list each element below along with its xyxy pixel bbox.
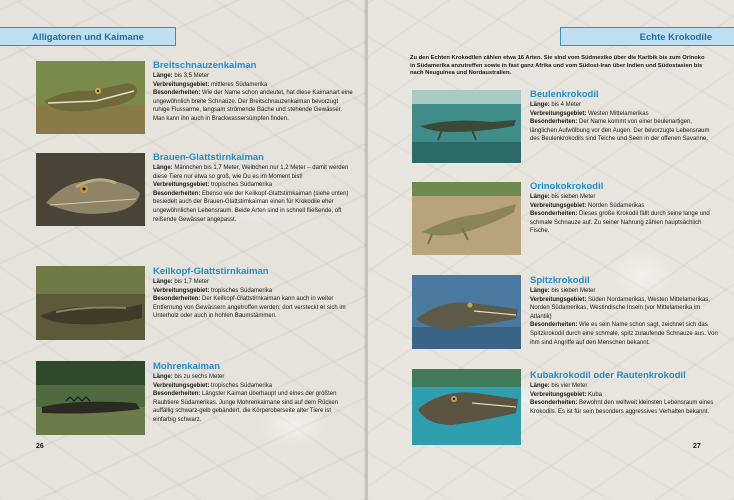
field-label: Verbreitungsgebiet:	[530, 110, 587, 117]
entry-title: Orinokokrokodil	[530, 181, 604, 192]
photo-kubakrokodil	[412, 369, 521, 445]
intro-paragraph: Zu den Echten Krokodilen zählen etwa 16 Arten. Sie sind vom Südmexiko über die Karibik bis zum Orinoko in Südamerika anzutreffen sowie in fast ganz Afrika und vom Südost-Iran über Indien und Südostasien bis nach Neuguinea und Nordaustralien.	[410, 55, 705, 77]
field-label: Länge:	[530, 194, 550, 200]
entry-brauen-glattstirnkaiman	[153, 152, 353, 224]
entry-title: Kubakrokodil oder Rautenkrokodil	[530, 370, 686, 381]
field-value: bis sieben Meter	[549, 288, 596, 294]
entry-title: Breitschnauzenkaiman	[153, 60, 257, 71]
photo-brauen-glattstirnkaiman	[36, 153, 145, 226]
entry-title: Beulenkrokodil	[530, 89, 599, 100]
field-value: Der Name kommt von einer beulenartigen, länglichen Aufwölbung vor den Augen. Der bevorzugte Lebensraum des Beulenkrokodils sind Teiche und Seen in der offenen Savanne.	[530, 119, 710, 143]
section-header-alligators: Alligatoren und Kaimane	[0, 27, 176, 46]
field-value: Bewohnt den weltweit kleinsten Lebensraum eines Krokodils. Es ist für sein besonders aggressives Verhalten bekannt.	[530, 400, 714, 415]
field-value: Wie der Name schon andeutet, hat diese Kaimanart eine ungewöhnlich breite Schnauze. Der Breitschnauzenkaiman bevorzugt ruhige Flussarme, langsam strömende Bäche und stehende Gewässer. Man kann ihn auch in Brackwassersümpfen finden.	[153, 90, 353, 122]
photo-keilkopf-glattstirnkaiman	[36, 266, 145, 340]
entry-title: Brauen-Glattstirnkaiman	[153, 152, 264, 163]
field-value: tropisches Südamerika	[209, 382, 273, 389]
entry-orinokokrokodil	[530, 181, 720, 236]
field-value: bis 4 Meter	[549, 102, 582, 108]
entry-mohrenkaiman	[153, 361, 353, 425]
field-value: Längster Kaiman überhaupt und eines der größten Raubtiere Südamerikas. Junge Mohrenkaimane sind auf dem Rücken auffällig schwarz-gelb gebändert, die Körperoberseite alter Tiere ist einfarbig schwarz.	[153, 391, 339, 423]
photo-orinokokrokodil	[412, 182, 521, 255]
right-page	[368, 0, 734, 500]
field-label: Besonderheiten:	[530, 119, 578, 126]
field-label: Besonderheiten:	[153, 90, 201, 97]
photo-beulenkrokodil	[412, 90, 521, 163]
field-value: bis 3,5 Meter	[172, 73, 210, 79]
field-label: Verbreitungsgebiet:	[530, 391, 587, 398]
field-value: Der Keilkopf-Glattstirnkaiman kann auch in weiter Entfernung von Gewässern angetroffen werden; dort versteckt er sich im Unterholz oder auch in hohlen Baumstämmen.	[153, 296, 346, 320]
field-label: Verbreitungsgebiet:	[153, 287, 210, 294]
field-value: Norden Südamerikas	[586, 202, 645, 209]
field-label: Besonderheiten:	[530, 211, 578, 218]
field-label: Verbreitungsgebiet:	[153, 81, 210, 88]
field-value: mittleres Südamerika	[209, 81, 268, 88]
field-label: Länge:	[530, 288, 550, 294]
field-label: Länge:	[530, 102, 550, 108]
field-value: Kuba	[586, 391, 603, 398]
field-value: bis 1,7 Meter	[172, 279, 210, 285]
entry-spitzkrokodil	[530, 275, 720, 347]
photo-spitzkrokodil	[412, 275, 521, 349]
photo-mohrenkaiman	[36, 361, 145, 435]
entry-breitschnauzenkaiman	[153, 60, 353, 124]
entry-kubakrokodil	[530, 370, 720, 416]
field-label: Länge:	[153, 374, 173, 380]
field-value: tropisches Südamerika	[209, 182, 273, 189]
field-label: Verbreitungsgebiet:	[153, 382, 210, 389]
field-value: Dieses große Krokodil fällt durch seine lange und schmale Schnauze auf. Zu seiner Nahrung zählen hauptsächlich Fische.	[530, 211, 710, 235]
field-value: Wie es sein Name schon sagt, zeichnet sich das Spitzkrokodil durch eine schmale, spitz zulaufende Schnauze aus. Von ihm sind Angriffe auf den Menschen bekannt.	[530, 322, 718, 346]
field-label: Besonderheiten:	[530, 400, 578, 407]
field-label: Länge:	[153, 73, 173, 79]
page-number-left: 26	[36, 443, 44, 450]
field-label: Besonderheiten:	[153, 190, 201, 197]
entry-keilkopf-glattstirnkaiman	[153, 266, 353, 321]
field-label: Länge:	[153, 165, 173, 171]
field-label: Besonderheiten:	[530, 322, 578, 329]
field-label: Länge:	[153, 279, 173, 285]
field-value: Ebenso wie der Keilkopf-Glattstirnkaiman (siehe unten) besiedelt auch der Brauen-Glattstirnkaiman einen für Krokodile eher ungewöhnlichen Lebensraum. Beide Arten sind in schnell fließende, oft reißende Gewässer angepasst.	[153, 190, 349, 223]
field-label: Länge:	[530, 383, 550, 389]
photo-breitschnauzenkaiman	[36, 61, 145, 134]
page-number-right: 27	[693, 443, 701, 450]
field-value: Westen Mittelamerikas	[586, 110, 649, 117]
field-label: Besonderheiten:	[153, 296, 201, 303]
section-header-true-crocodiles: Echte Krokodile	[560, 27, 734, 46]
field-value: bis zu sechs Meter	[172, 374, 225, 380]
field-label: Verbreitungsgebiet:	[153, 182, 210, 189]
field-label: Verbreitungsgebiet:	[530, 202, 587, 209]
entry-title: Keilkopf-Glattstirnkaiman	[153, 266, 269, 277]
field-label: Besonderheiten:	[153, 391, 201, 398]
field-value: bis vier Meter	[549, 383, 588, 389]
entry-beulenkrokodil	[530, 89, 720, 144]
field-value: tropisches Südamerika	[209, 287, 273, 294]
entry-title: Mohrenkaiman	[153, 361, 221, 372]
field-label: Verbreitungsgebiet:	[530, 296, 587, 303]
field-value: bis sieben Meter	[549, 194, 596, 200]
field-value: Süden Nordamerikas, Westen Mittelamerikas, Norden Südamerikas, Westindische Inseln (vor Mittelamerika im Atlantik)	[530, 296, 710, 320]
entry-title: Spitzkrokodil	[530, 275, 590, 286]
left-page	[0, 0, 366, 500]
field-value: Männchen bis 1,7 Meter, Weibchen nur 1,2 Meter – damit werden diese Tiere nur etwa so groß, wie Du es im Moment bist!	[153, 165, 349, 180]
